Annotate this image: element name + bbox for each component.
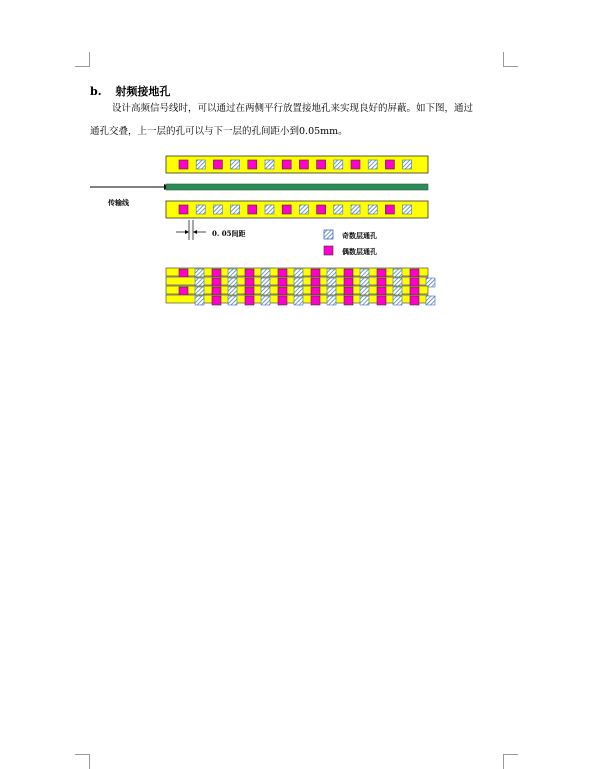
odd-stack-via [393,269,402,278]
even-layer-via [213,160,222,169]
even-stack-via [377,278,386,287]
via-shielding-diagram [80,150,440,310]
even-stack-via [410,287,419,296]
odd-layer-via [265,160,274,169]
odd-stack-via [294,296,303,305]
section-heading [90,83,170,99]
even-layer-via [299,160,308,169]
page-corner-mark-bottom-left [75,754,90,769]
odd-stack-via [228,269,237,278]
transmission-line-label: 传输线 [108,198,129,207]
page-corner-mark-top-right [503,52,518,67]
odd-stack-via [426,278,435,287]
odd-stack-via [261,278,270,287]
even-stack-via [212,296,221,305]
even-stack-via [377,269,386,278]
legend-odd-label: 奇数层通孔 [342,231,377,240]
odd-stack-via [228,296,237,305]
even-layer-via [282,160,291,169]
odd-stack-via [327,278,336,287]
even-stack-via [344,287,353,296]
odd-layer-via [196,160,205,169]
odd-stack-via [261,296,270,305]
even-layer-via [317,160,326,169]
transmission-line [166,184,428,190]
odd-stack-via [294,287,303,296]
section-number: b. [90,85,102,98]
odd-stack-via [360,278,369,287]
odd-stack-via [393,278,402,287]
even-stack-via [179,287,188,296]
odd-layer-via [334,205,343,214]
odd-stack-via [327,287,336,296]
odd-layer-via [351,205,360,214]
legend-odd-swatch [324,230,333,239]
even-stack-via [278,278,287,287]
even-stack-via [410,269,419,278]
even-stack-via [344,269,353,278]
odd-stack-via [360,287,369,296]
even-layer-via [351,160,360,169]
even-layer-via [248,205,257,214]
even-stack-via [410,278,419,287]
odd-stack-via [195,269,204,278]
paragraph-line-1: 设计高频信号线时，可以通过在两侧平行放置接地孔来实现良好的屏蔽。如下图，通过 [112,103,474,114]
even-stack-via [245,296,254,305]
even-layer-via [385,160,394,169]
even-stack-via [278,296,287,305]
odd-layer-via [368,160,377,169]
odd-stack-via [261,287,270,296]
even-stack-via [344,278,353,287]
even-layer-via [179,205,188,214]
even-stack-via [311,269,320,278]
even-layer-via [385,205,394,214]
even-stack-via [212,278,221,287]
odd-layer-via [265,205,274,214]
even-stack-via [377,296,386,305]
even-layer-via [282,205,291,214]
layer-stack-view [166,268,435,305]
odd-layer-via [368,205,377,214]
even-stack-via [278,269,287,278]
even-stack-via [212,287,221,296]
odd-stack-via [327,269,336,278]
odd-stack-via [360,296,369,305]
even-stack-via [245,278,254,287]
odd-stack-via [228,278,237,287]
legend-even-label: 偶数层通孔 [342,247,377,256]
odd-stack-via [261,269,270,278]
spacing-arrow-right-head [193,230,197,234]
odd-stack-via [426,296,435,305]
odd-layer-via [231,160,240,169]
even-stack-via [245,287,254,296]
odd-layer-via [231,205,240,214]
odd-layer-via [403,205,412,214]
even-layer-via [248,160,257,169]
odd-stack-via [393,287,402,296]
odd-stack-via [195,278,204,287]
even-stack-via [311,287,320,296]
odd-stack-via [393,296,402,305]
odd-stack-via [228,287,237,296]
even-stack-via [311,278,320,287]
even-stack-via [311,296,320,305]
even-layer-via [317,205,326,214]
even-layer-via [179,160,188,169]
even-stack-via [245,269,254,278]
page-corner-mark-bottom-right [503,754,518,769]
odd-stack-via [360,269,369,278]
odd-layer-via [403,160,412,169]
odd-stack-via [195,296,204,305]
even-stack-via [179,269,188,278]
odd-layer-via [334,160,343,169]
odd-stack-via [294,278,303,287]
odd-stack-via [327,296,336,305]
spacing-label: 0. 05间距 [212,229,246,238]
spacing-arrow-left-head [185,230,189,234]
even-stack-via [410,296,419,305]
odd-stack-via [294,269,303,278]
odd-layer-via [299,205,308,214]
odd-stack-via [195,287,204,296]
paragraph-line-2: 通孔交叠，上一层的孔可以与下一层的孔间距小到0.05mm。 [90,126,348,137]
even-stack-via [278,287,287,296]
section-title: 射频接地孔 [115,85,171,98]
odd-layer-via [196,205,205,214]
even-stack-via [344,296,353,305]
page-corner-mark-top-left [75,52,90,67]
odd-layer-via [213,205,222,214]
even-stack-via [212,269,221,278]
even-stack-via [377,287,386,296]
legend-even-swatch [324,246,333,255]
